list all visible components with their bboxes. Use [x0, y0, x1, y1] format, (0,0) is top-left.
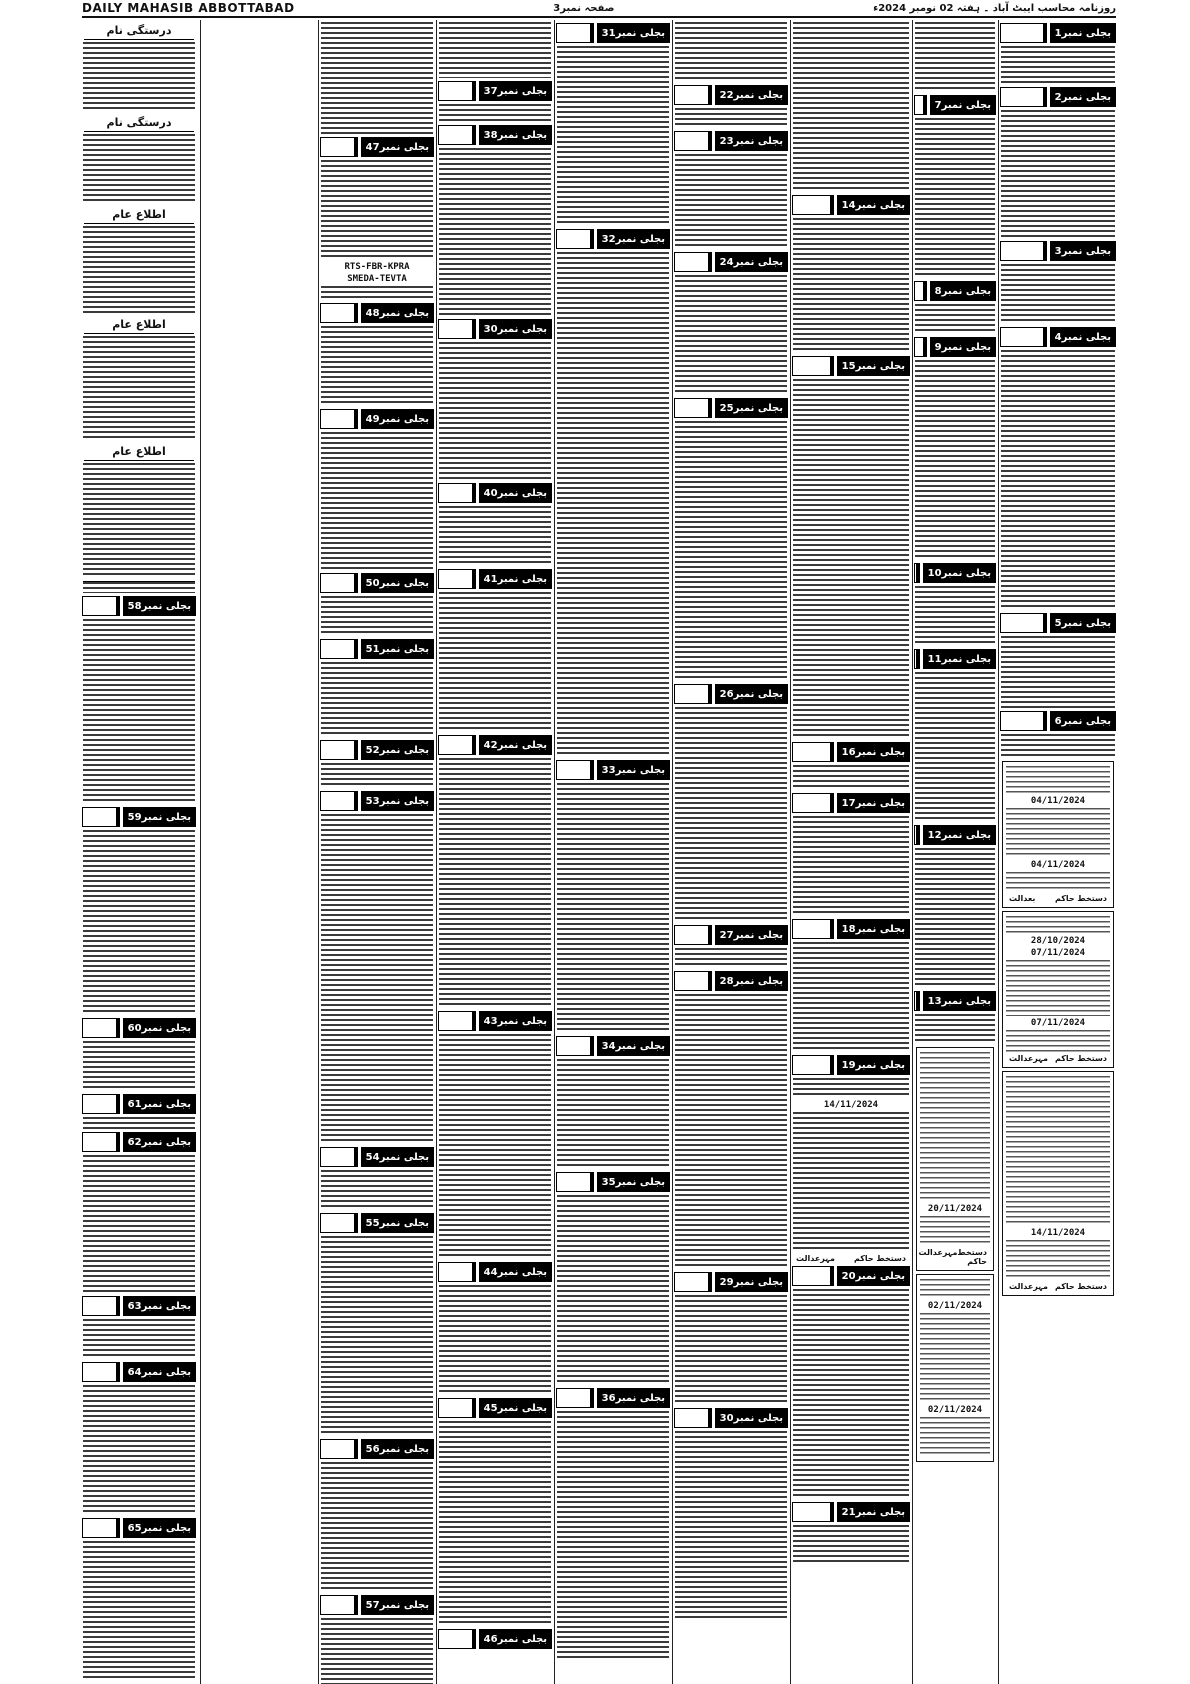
notice-header: [674, 925, 788, 945]
notice-number-label: بجلی نمبر51: [358, 639, 434, 659]
notice-header: [792, 919, 910, 939]
notice-date: 20/11/2024: [927, 1204, 983, 1214]
notice-number-label: بجلی نمبر15: [834, 356, 910, 376]
notice-number-label: بجلی نمبر62: [120, 1132, 196, 1152]
notice-body: [439, 1421, 551, 1626]
notice-body: [321, 1618, 433, 1684]
notice-header: [1000, 87, 1116, 107]
notice-body: [1001, 734, 1115, 758]
notice-number-label: بجلی نمبر53: [358, 791, 434, 811]
notice-header: [792, 195, 910, 215]
notice-body: [83, 134, 195, 204]
notice-date: 14/11/2024: [1030, 1228, 1086, 1238]
notice-body: [793, 942, 909, 1052]
notice-number-label: بجلی نمبر49: [358, 409, 434, 429]
notice-header: [320, 791, 434, 811]
column-rule: [554, 20, 555, 1684]
notice-body: [915, 360, 995, 560]
notice-body: [439, 342, 551, 480]
column-6: [792, 20, 910, 1684]
notice-number-label: بجلی نمبر52: [358, 740, 434, 760]
notice-date: 07/11/2024: [1030, 948, 1086, 958]
notice-number-label: بجلی نمبر24: [712, 252, 788, 272]
notice-number-label: بجلی نمبر46: [476, 1629, 552, 1649]
notice-body: [920, 1052, 990, 1202]
notice-body: [915, 1014, 995, 1044]
notice-number-label: بجلی نمبر7: [927, 95, 996, 115]
agency-tags: SMEDA-TEVTA: [347, 274, 407, 284]
notice-body: [675, 108, 787, 128]
notice-number-label: بجلی نمبر34: [594, 1036, 670, 1056]
notice-body: [1001, 46, 1115, 84]
notice-body: [793, 1525, 909, 1565]
notice-date: 14/11/2024: [823, 1100, 879, 1110]
notice-number-label: بجلی نمبر13: [920, 991, 996, 1011]
notice-number-label: بجلی نمبر55: [358, 1213, 434, 1233]
notice-body: [1006, 808, 1110, 858]
seal-label: مہرعدالت: [796, 1254, 835, 1263]
notice-header: [82, 807, 196, 827]
notice-body: [321, 432, 433, 570]
column-rule: [318, 20, 319, 1684]
notice-body: [675, 1431, 787, 1621]
masthead: [82, 0, 1116, 18]
notice-body: [439, 1285, 551, 1395]
notice-header: [674, 131, 788, 151]
notice-body: [439, 758, 551, 1008]
notice-body: [1006, 1076, 1110, 1226]
signature-row: [1009, 1054, 1107, 1063]
notice-number-label: بجلی نمبر38: [476, 125, 552, 145]
notice-number-label: بجلی نمبر3: [1047, 241, 1116, 261]
notice-body: [920, 1216, 990, 1246]
signature-row: [918, 1248, 987, 1266]
public-notice-title: درستگی نام: [84, 24, 194, 40]
column-rule: [790, 20, 791, 1684]
notice-body: [439, 1034, 551, 1259]
public-notice-title: اطلاع عام: [84, 445, 194, 461]
notice-body: [321, 326, 433, 406]
notice-body: [1006, 916, 1110, 934]
notice-header: [320, 740, 434, 760]
notice-body: [439, 592, 551, 732]
newspaper-title: DAILY MAHASIB ABBOTTABAD: [82, 1, 295, 15]
notice-header: [674, 398, 788, 418]
notice-number-label: بجلی نمبر22: [712, 85, 788, 105]
notice-body: [439, 22, 551, 78]
notice-body: [83, 619, 195, 804]
notice-header: [320, 409, 434, 429]
notice-number-label: بجلی نمبر2: [1047, 87, 1116, 107]
notice-number-label: بجلی نمبر33: [594, 760, 670, 780]
notice-header: [320, 573, 434, 593]
notice-body: [83, 336, 195, 441]
notice-number-label: بجلی نمبر30: [476, 319, 552, 339]
notice-number-label: بجلی نمبر47: [358, 137, 434, 157]
notice-body: [675, 22, 787, 82]
notice-body: [557, 1411, 669, 1661]
notice-body: [675, 707, 787, 922]
notice-header: [438, 735, 552, 755]
notice-body: [321, 22, 433, 134]
column-rule: [436, 20, 437, 1684]
notice-body: [321, 1236, 433, 1436]
column-2: [320, 20, 434, 1684]
notice-body: [915, 672, 995, 822]
notice-header: [792, 793, 910, 813]
notice-header: [674, 684, 788, 704]
court-notice-box: [916, 1274, 994, 1462]
signature-row: [1009, 1282, 1107, 1291]
notice-header: [438, 1262, 552, 1282]
notice-header: [914, 649, 996, 669]
notice-header: [82, 1296, 196, 1316]
notice-body: [321, 1462, 433, 1592]
notice-body: [321, 596, 433, 636]
notice-header: [320, 137, 434, 157]
notice-header: [674, 1272, 788, 1292]
notice-header: [438, 1629, 552, 1649]
notice-body: [321, 814, 433, 1144]
notice-header: [914, 563, 996, 583]
notice-header: [82, 1018, 196, 1038]
column-1: [82, 20, 196, 1684]
signature-row: [796, 1254, 906, 1263]
notice-body: [793, 22, 909, 192]
notice-number-label: بجلی نمبر1: [1047, 23, 1116, 43]
court-notice-box: [916, 1047, 994, 1271]
notice-header: [792, 1266, 910, 1286]
notice-number-label: بجلی نمبر54: [358, 1147, 434, 1167]
court-notice-box: [1002, 761, 1114, 908]
notice-number-label: بجلی نمبر28: [712, 971, 788, 991]
column-rule: [912, 20, 913, 1684]
page-number: صفحہ نمبر3: [553, 2, 615, 14]
notice-body: [1006, 960, 1110, 1016]
notice-date: 04/11/2024: [1030, 796, 1086, 806]
notice-header: [674, 1408, 788, 1428]
notice-number-label: بجلی نمبر9: [927, 337, 996, 357]
notice-number-label: بجلی نمبر59: [120, 807, 196, 827]
notice-body: [83, 1385, 195, 1515]
column-5: [674, 20, 788, 1684]
dateline: روزنامہ محاسب ایبٹ آباد ۔ ہفتہ 02 نومبر 2024ء: [873, 2, 1116, 14]
notice-body: [920, 1313, 990, 1403]
notice-body: [793, 816, 909, 916]
notice-number-label: بجلی نمبر30: [712, 1408, 788, 1428]
notice-header: [914, 825, 996, 845]
notice-header: [792, 1055, 910, 1075]
column-4: [556, 20, 670, 1684]
notice-header: [438, 569, 552, 589]
notice-header: [556, 760, 670, 780]
notice-date: 07/11/2024: [1030, 1018, 1086, 1028]
court-notice-box: [1002, 1071, 1114, 1296]
notice-body: [321, 662, 433, 737]
notice-header: [1000, 711, 1116, 731]
notice-header: [792, 356, 910, 376]
notice-number-label: بجلی نمبر20: [834, 1266, 910, 1286]
notice-body: [321, 286, 433, 300]
notice-header: [320, 639, 434, 659]
notice-body: [83, 830, 195, 1015]
notice-date: 02/11/2024: [927, 1301, 983, 1311]
notice-body: [675, 1295, 787, 1405]
notice-header: [556, 1172, 670, 1192]
notice-header: [674, 252, 788, 272]
notice-header: [556, 1036, 670, 1056]
notice-header: [556, 1388, 670, 1408]
notice-header: [914, 95, 996, 115]
signature-label: دستخط حاکم: [1054, 1054, 1107, 1063]
notice-body: [83, 1319, 195, 1359]
notice-number-label: بجلی نمبر61: [120, 1094, 196, 1114]
notice-body: [83, 226, 195, 314]
column-rule: [200, 20, 201, 1684]
seal-label: مہرعدالت: [1009, 1054, 1048, 1063]
notice-number-label: بجلی نمبر10: [920, 563, 996, 583]
notice-body: [793, 1112, 909, 1252]
notice-number-label: بجلی نمبر50: [358, 573, 434, 593]
notice-header: [914, 337, 996, 357]
notice-number-label: بجلی نمبر32: [594, 229, 670, 249]
notice-number-label: بجلی نمبر23: [712, 131, 788, 151]
notice-number-label: بجلی نمبر58: [120, 596, 196, 616]
notice-header: [320, 1439, 434, 1459]
notice-body: [1006, 1240, 1110, 1280]
notice-body: [1001, 264, 1115, 324]
notice-body: [675, 275, 787, 395]
notice-number-label: بجلی نمبر36: [594, 1388, 670, 1408]
notice-number-label: بجلی نمبر63: [120, 1296, 196, 1316]
notice-body: [920, 1417, 990, 1457]
notice-body: [83, 1155, 195, 1293]
notice-number-label: بجلی نمبر5: [1047, 613, 1116, 633]
page-grid: [82, 20, 1116, 1684]
notice-body: [321, 763, 433, 788]
notice-body: [83, 581, 195, 593]
notice-body: [1001, 636, 1115, 708]
public-notice-title: درستگی نام: [84, 116, 194, 132]
notice-number-label: بجلی نمبر18: [834, 919, 910, 939]
notice-number-label: بجلی نمبر41: [476, 569, 552, 589]
notice-header: [914, 991, 996, 1011]
notice-header: [556, 229, 670, 249]
notice-header: [82, 1362, 196, 1382]
notice-body: [793, 379, 909, 739]
notice-number-label: بجلی نمبر56: [358, 1439, 434, 1459]
notice-header: [1000, 23, 1116, 43]
notice-header: [320, 303, 434, 323]
public-notice-title: اطلاع عام: [84, 318, 194, 334]
notice-body: [321, 160, 433, 260]
public-notice-title: اطلاع عام: [84, 208, 194, 224]
notice-body: [915, 22, 995, 92]
notice-number-label: بجلی نمبر25: [712, 398, 788, 418]
notice-body: [1001, 350, 1115, 610]
notice-header: [674, 85, 788, 105]
notice-number-label: بجلی نمبر43: [476, 1011, 552, 1031]
notice-header: [438, 1011, 552, 1031]
notice-header: [438, 1398, 552, 1418]
notice-body: [793, 1289, 909, 1499]
notice-header: [792, 1502, 910, 1522]
notice-header: [320, 1213, 434, 1233]
notice-header: [438, 319, 552, 339]
notice-body: [557, 252, 669, 757]
notice-number-label: بجلی نمبر42: [476, 735, 552, 755]
notice-number-label: بجلی نمبر48: [358, 303, 434, 323]
notice-number-label: بجلی نمبر64: [120, 1362, 196, 1382]
seal-label: مہرعدالت: [1009, 1282, 1048, 1291]
notice-number-label: بجلی نمبر21: [834, 1502, 910, 1522]
notice-body: [439, 506, 551, 566]
notice-number-label: بجلی نمبر8: [927, 281, 996, 301]
notice-header: [82, 1094, 196, 1114]
notice-number-label: بجلی نمبر31: [594, 23, 670, 43]
notice-number-label: بجلی نمبر57: [358, 1595, 434, 1615]
notice-header: [1000, 613, 1116, 633]
notice-header: [82, 1518, 196, 1538]
notice-number-label: بجلی نمبر16: [834, 742, 910, 762]
notice-body: [1006, 1030, 1110, 1052]
notice-header: [556, 23, 670, 43]
notice-header: [792, 742, 910, 762]
seal-label: بعدالت: [1009, 894, 1036, 903]
column-7: [914, 20, 996, 1684]
notice-body: [439, 148, 551, 316]
notice-header: [320, 1595, 434, 1615]
column-rule: [672, 20, 673, 1684]
notice-header: [320, 1147, 434, 1167]
notice-body: [557, 1195, 669, 1385]
notice-body: [557, 783, 669, 1033]
notice-number-label: بجلی نمبر14: [834, 195, 910, 215]
signature-label: دستخط حاکم: [1054, 1282, 1107, 1291]
court-notice-box: [1002, 911, 1114, 1068]
column-right-edge: [1000, 20, 1116, 1684]
notice-header: [438, 81, 552, 101]
notice-body: [675, 421, 787, 681]
notice-body: [915, 118, 995, 278]
notice-header: [1000, 327, 1116, 347]
notice-number-label: بجلی نمبر12: [920, 825, 996, 845]
signature-row: [1009, 894, 1107, 903]
notice-number-label: بجلی نمبر17: [834, 793, 910, 813]
signature-label: دستخط حاکم: [1054, 894, 1107, 903]
notice-header: [82, 596, 196, 616]
notice-body: [915, 304, 995, 334]
notice-body: [793, 1078, 909, 1098]
notice-header: [914, 281, 996, 301]
notice-number-label: بجلی نمبر60: [120, 1018, 196, 1038]
notice-number-label: بجلی نمبر44: [476, 1262, 552, 1282]
notice-body: [83, 1041, 195, 1091]
notice-body: [83, 463, 195, 575]
notice-body: [321, 1170, 433, 1210]
notice-body: [675, 994, 787, 1269]
notice-number-label: بجلی نمبر11: [920, 649, 996, 669]
seal-label: مہرعدالت: [918, 1248, 958, 1257]
notice-body: [557, 1059, 669, 1169]
notice-header: [438, 483, 552, 503]
notice-number-label: بجلی نمبر19: [834, 1055, 910, 1075]
notice-body: [793, 765, 909, 790]
notice-header: [674, 971, 788, 991]
notice-body: [557, 46, 669, 226]
notice-number-label: بجلی نمبر27: [712, 925, 788, 945]
notice-number-label: بجلی نمبر37: [476, 81, 552, 101]
notice-header: [82, 1132, 196, 1152]
notice-body: [83, 1117, 195, 1129]
notice-number-label: بجلی نمبر45: [476, 1398, 552, 1418]
column-3: [438, 20, 552, 1684]
notice-number-label: بجلی نمبر6: [1047, 711, 1116, 731]
notice-body: [675, 154, 787, 249]
notice-body: [1006, 872, 1110, 892]
notice-body: [83, 42, 195, 112]
notice-body: [675, 948, 787, 968]
notice-body: [915, 848, 995, 988]
notice-body: [920, 1279, 990, 1299]
notice-number-label: بجلی نمبر29: [712, 1272, 788, 1292]
notice-number-label: بجلی نمبر4: [1047, 327, 1116, 347]
notice-header: [438, 125, 552, 145]
notice-number-label: بجلی نمبر65: [120, 1518, 196, 1538]
notice-number-label: بجلی نمبر26: [712, 684, 788, 704]
agency-tags: RTS-FBR-KPRA: [344, 262, 410, 272]
column-rule: [998, 20, 999, 1684]
notice-number-label: بجلی نمبر40: [476, 483, 552, 503]
notice-date: 02/11/2024: [927, 1405, 983, 1415]
notice-number-label: بجلی نمبر35: [594, 1172, 670, 1192]
notice-date: 04/11/2024: [1030, 860, 1086, 870]
notice-body: [83, 1541, 195, 1681]
notice-body: [1001, 110, 1115, 238]
notice-body: [793, 218, 909, 353]
notice-body: [439, 104, 551, 122]
notice-header: [1000, 241, 1116, 261]
notice-body: [1006, 766, 1110, 794]
signature-label: دستخط حاکم: [957, 1248, 987, 1266]
signature-label: دستخط حاکم: [853, 1254, 906, 1263]
notice-date: 28/10/2024: [1030, 936, 1086, 946]
notice-body: [915, 586, 995, 646]
